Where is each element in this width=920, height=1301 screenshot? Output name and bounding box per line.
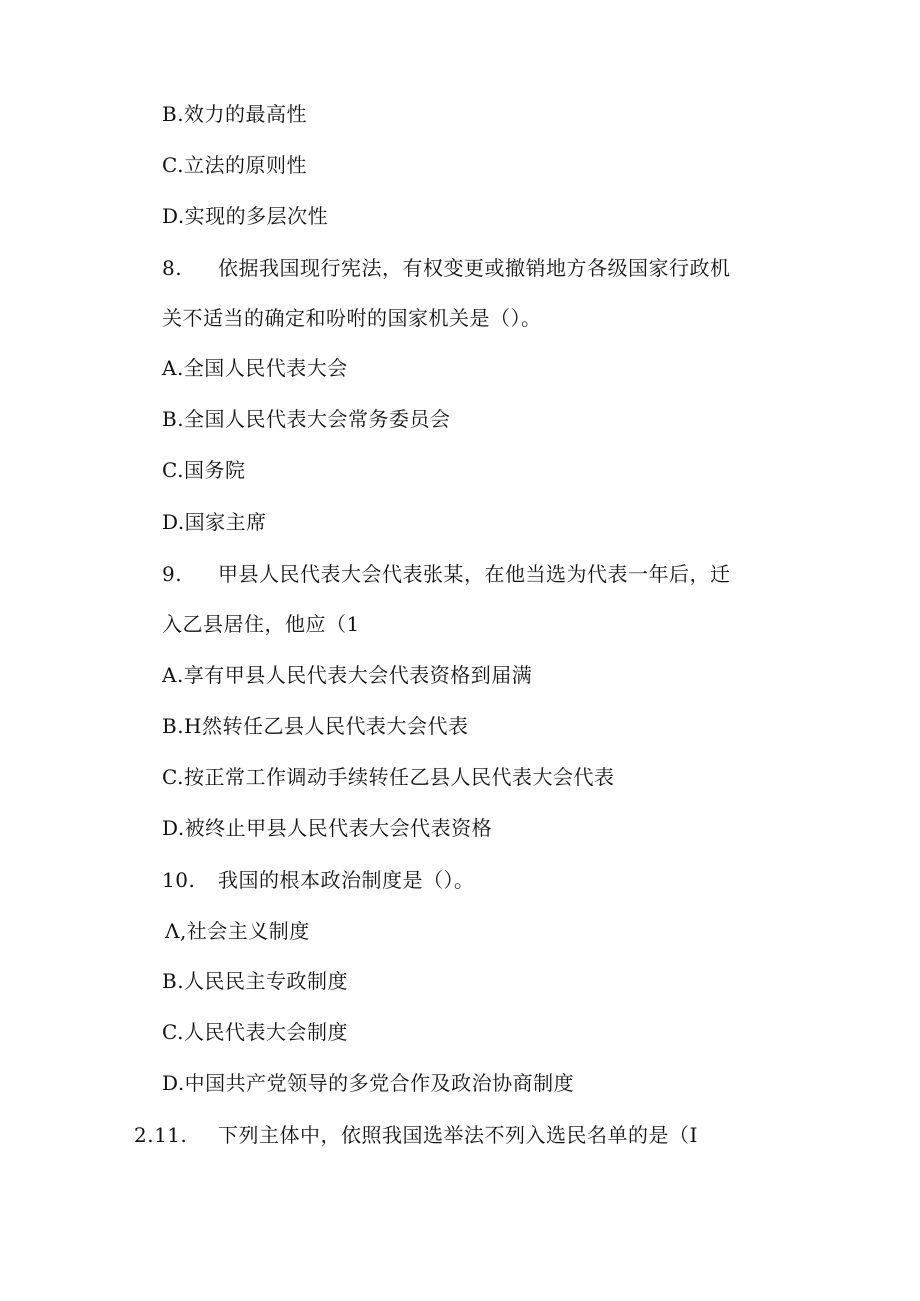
q8-option-c: C.国务院 — [162, 458, 246, 482]
q8-option-b: B.全国人民代表大会常务委员会 — [162, 407, 451, 431]
question-8-text-continued: 关不适当的确定和吩咐的国家机关是（）。 — [162, 306, 542, 330]
question-9-text-continued: 入乙县居住，他应（1 — [162, 612, 360, 636]
q10-option-b: B.人民民主专政制度 — [162, 969, 349, 993]
question-10 — [162, 867, 475, 893]
q9-option-d: D.被终止甲县人民代表大会代表资格 — [162, 816, 493, 840]
question-9-text: 甲县人民代表大会代表张某，在他当选为代表一年后，迁 — [218, 562, 731, 586]
question-9-number: 9. — [162, 562, 183, 586]
q9-option-b: B.H然转任乙县人民代表大会代表 — [162, 714, 469, 738]
question-11-text: 下列主体中，依照我国选举法不列入选民名单的是（I — [218, 1123, 698, 1147]
option-b-supremacy: B.效力的最高性 — [162, 102, 308, 126]
question-8 — [162, 255, 731, 281]
option-c-principle: C.立法的原则性 — [162, 153, 307, 177]
question-11 — [134, 1122, 698, 1148]
q8-option-d: D.国家主席 — [162, 510, 267, 534]
question-10-number: 10. — [162, 868, 196, 892]
question-11-number: 2.11. — [134, 1123, 188, 1147]
q10-option-d: D.中国共产党领导的多党合作及政治协商制度 — [162, 1071, 575, 1095]
q8-option-a: A.全国人民代表大会 — [162, 356, 348, 380]
q10-option-c: C.人民代表大会制度 — [162, 1020, 348, 1044]
question-8-number: 8. — [162, 256, 183, 280]
q9-option-c: C.按正常工作调动手续转任乙县人民代表大会代表 — [162, 765, 615, 789]
question-9 — [162, 561, 731, 587]
q9-option-a: A.享有甲县人民代表大会代表资格到届满 — [162, 663, 533, 687]
option-d-multilevel: D.实现的多层次性 — [162, 204, 329, 228]
q10-option-a: Λ,社会主义制度 — [165, 919, 310, 943]
question-10-text: 我国的根本政治制度是（）。 — [218, 868, 475, 892]
question-8-text: 依据我国现行宪法，有权变更或撤销地方各级国家行政机 — [218, 256, 731, 280]
